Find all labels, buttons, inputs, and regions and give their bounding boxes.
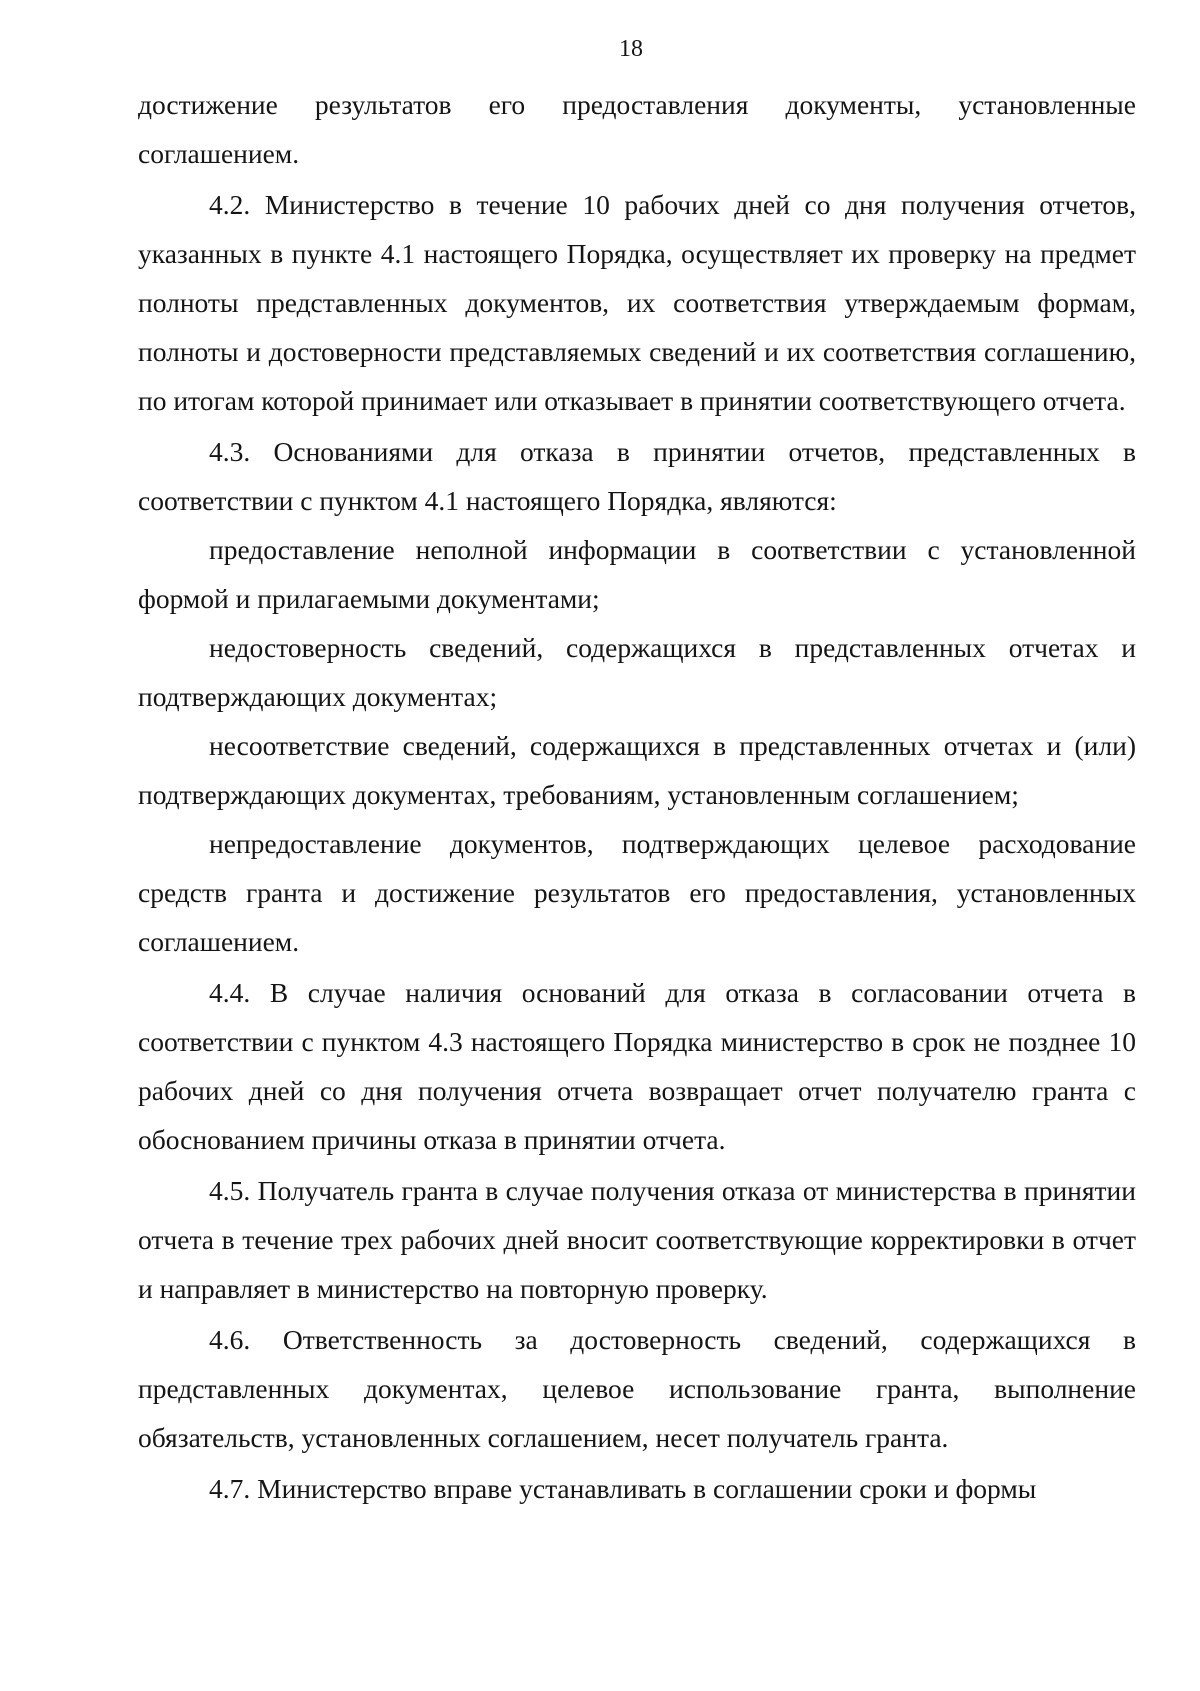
list-item-no-documents: непредоставление документов, подтверждающих целевое расходование средств гранта и достижение результатов его предоставления, установленных соглашением. — [138, 828, 1136, 957]
paragraph-4-7: 4.7. Министерство вправе устанавливать в соглашении сроки и формы — [209, 1473, 1037, 1504]
document-body — [138, 80, 1136, 1513]
paragraph-continuation: достижение результатов его предоставления документы, установленные соглашением. — [138, 89, 1136, 169]
paragraph-4-5: 4.5. Получатель гранта в случае получения отказа от министерства в принятии отчета в течение трех рабочих дней вносит соответствующие корректировки в отчет и направляет в министерство на повторную проверку. — [138, 1175, 1136, 1304]
paragraph-4-2: 4.2. Министерство в течение 10 рабочих дней со дня получения отчетов, указанных в пункте 4.1 настоящего Порядка, осуществляет их проверку на предмет полноты представленных документов, их соответствия утверждаемым формам, полноты и достоверности представляемых сведений и их соответствия соглашению, по итогам которой принимает или отказывает в принятии соответствующего отчета. — [138, 189, 1136, 416]
paragraph-4-6: 4.6. Ответственность за достоверность сведений, содержащихся в представленных документах, целевое использование гранта, выполнение обязательств, установленных соглашением, несет получатель гранта. — [138, 1324, 1136, 1453]
list-item-incomplete-info: предоставление неполной информации в соответствии с установленной формой и прилагаемыми документами; — [138, 534, 1136, 614]
list-item-noncompliance: несоответствие сведений, содержащихся в представленных отчетах и (или) подтверждающих документах, требованиям, установленным соглашением; — [138, 730, 1136, 810]
paragraph-4-4: 4.4. В случае наличия оснований для отказа в согласовании отчета в соответствии с пунктом 4.3 настоящего Порядка министерство в срок не позднее 10 рабочих дней со дня получения отчета возвращает отчет получателю гранта с обоснованием причины отказа в принятии отчета. — [138, 977, 1136, 1155]
list-item-unreliable-data: недостоверность сведений, содержащихся в представленных отчетах и подтверждающих документах; — [138, 632, 1136, 712]
page-number: 18 — [619, 36, 643, 62]
paragraph-4-3: 4.3. Основаниями для отказа в принятии отчетов, представленных в соответствии с пунктом 4.1 настоящего Порядка, являются: — [138, 436, 1136, 516]
